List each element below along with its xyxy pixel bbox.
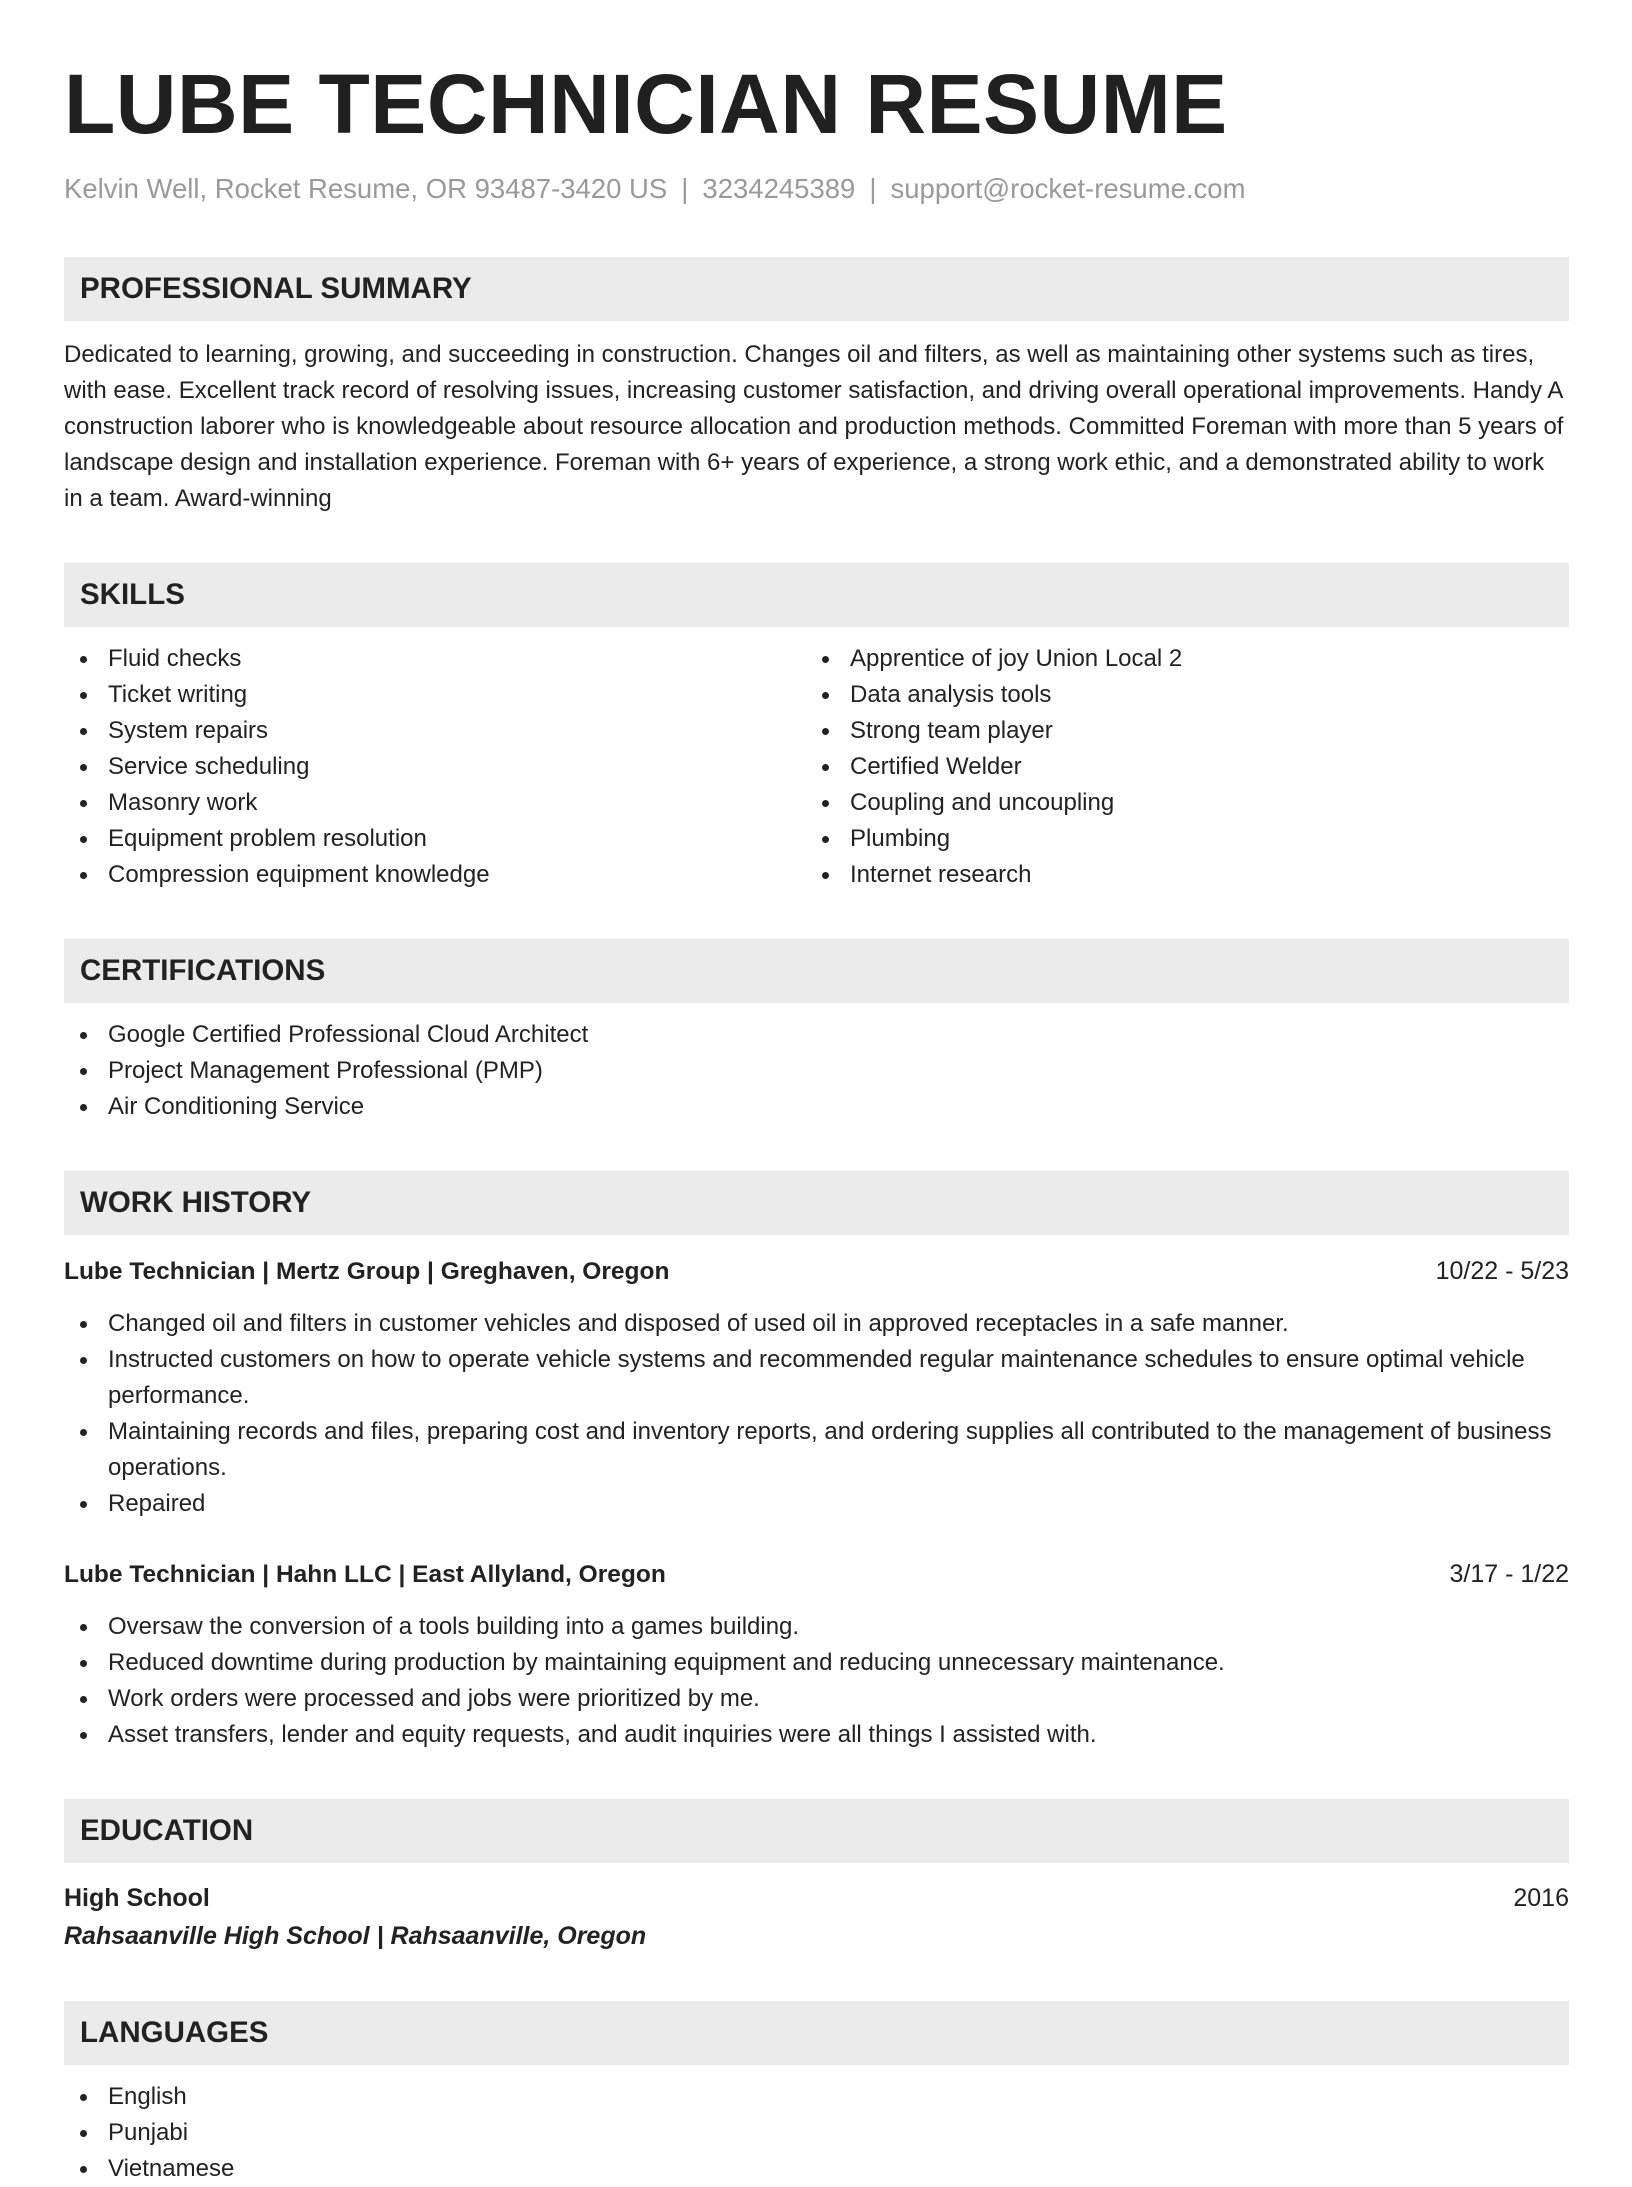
- skill-item: Coupling and uncoupling: [806, 785, 1548, 821]
- skills-section: [64, 563, 1569, 893]
- job-dates: 10/22 - 5/23: [1435, 1257, 1569, 1285]
- section-heading: CERTIFICATIONS: [64, 939, 1569, 1003]
- section-heading: WORK HISTORY: [64, 1171, 1569, 1235]
- certification-item: Project Management Professional (PMP): [64, 1053, 1569, 1089]
- section-heading: PROFESSIONAL SUMMARY: [64, 257, 1569, 321]
- job-bullet: Repaired: [64, 1486, 1569, 1522]
- languages-list: [64, 2079, 1569, 2187]
- contact-phone: 3234245389: [702, 173, 856, 204]
- languages-section: [64, 2001, 1569, 2187]
- skill-item: Certified Welder: [806, 749, 1548, 785]
- job-bullet: Changed oil and filters in customer vehicles and disposed of used oil in approved receptacles in a safe manner.: [64, 1306, 1569, 1342]
- skills-list-left: [64, 641, 806, 893]
- language-item: Punjabi: [64, 2115, 1569, 2151]
- job-bullet: Work orders were processed and jobs were prioritized by me.: [64, 1681, 1569, 1717]
- skill-item: Fluid checks: [64, 641, 806, 677]
- job-entry: [64, 1556, 1569, 1753]
- skill-item: System repairs: [64, 713, 806, 749]
- job-bullet: Asset transfers, lender and equity requests, and audit inquiries were all things I assisted with.: [64, 1717, 1569, 1753]
- contact-separator: |: [869, 173, 877, 204]
- skill-item: Equipment problem resolution: [64, 821, 806, 857]
- skill-item: Strong team player: [806, 713, 1548, 749]
- section-heading: EDUCATION: [64, 1799, 1569, 1863]
- education-header: [64, 1879, 1569, 1917]
- certification-item: Google Certified Professional Cloud Architect: [64, 1017, 1569, 1053]
- summary-text: Dedicated to learning, growing, and succeeding in construction. Changes oil and filters, as well as maintaining other systems such as tires, with ease. Excellent track record of resolving issues, increasing customer satisfaction, and driving overall operational improvements. Handy A construction laborer who is knowledgeable about resource allocation and production methods. Committed Foreman with more than 5 years of landscape design and installation experience. Foreman with 6+ years of experience, a strong work ethic, and a demonstrated ability to work in a team. Award-winning: [64, 341, 1564, 512]
- job-title: Lube Technician | Mertz Group | Greghaven, Oregon: [64, 1258, 670, 1285]
- skill-item: Masonry work: [64, 785, 806, 821]
- job-title: Lube Technician | Hahn LLC | East Allyland, Oregon: [64, 1561, 666, 1588]
- skills-list-right: [806, 641, 1548, 893]
- job-bullet: Oversaw the conversion of a tools building into a games building.: [64, 1609, 1569, 1645]
- certifications-list: [64, 1017, 1569, 1125]
- education-section: [64, 1799, 1569, 1955]
- education-year: 2016: [1513, 1884, 1569, 1912]
- skill-item: Internet research: [806, 857, 1548, 893]
- education-degree: High School: [64, 1884, 210, 1912]
- contact-email: support@rocket-resume.com: [890, 173, 1246, 204]
- language-item: Vietnamese: [64, 2151, 1569, 2187]
- contact-line: [64, 172, 1569, 205]
- job-bullet: Maintaining records and files, preparing cost and inventory reports, and ordering supplies all contributed to the management of business operations.: [64, 1414, 1569, 1486]
- job-bullet: Reduced downtime during production by maintaining equipment and reducing unnecessary maintenance.: [64, 1645, 1569, 1681]
- contact-address: Kelvin Well, Rocket Resume, OR 93487-3420 US: [64, 173, 668, 204]
- job-bullet: Instructed customers on how to operate vehicle systems and recommended regular maintenance schedules to ensure optimal vehicle performance.: [64, 1342, 1569, 1414]
- job-entry: [64, 1253, 1569, 1522]
- section-heading: SKILLS: [64, 563, 1569, 627]
- skills-grid: [64, 627, 1569, 893]
- job-dates: 3/17 - 1/22: [1449, 1560, 1569, 1588]
- skill-item: Compression equipment knowledge: [64, 857, 806, 893]
- skill-item: Service scheduling: [64, 749, 806, 785]
- skill-item: Plumbing: [806, 821, 1548, 857]
- job-bullets: [64, 1609, 1569, 1753]
- certifications-section: [64, 939, 1569, 1125]
- certification-item: Air Conditioning Service: [64, 1089, 1569, 1125]
- resume-title: LUBE TECHNICIAN RESUME: [64, 57, 1228, 151]
- contact-separator: |: [681, 173, 689, 204]
- skill-item: Data analysis tools: [806, 677, 1548, 713]
- job-header: [64, 1556, 1569, 1593]
- job-bullets: [64, 1306, 1569, 1522]
- summary-section: [64, 257, 1569, 517]
- skill-item: Ticket writing: [64, 677, 806, 713]
- skill-item: Apprentice of joy Union Local 2: [806, 641, 1548, 677]
- section-heading: LANGUAGES: [64, 2001, 1569, 2065]
- language-item: English: [64, 2079, 1569, 2115]
- education-school: Rahsaanville High School | Rahsaanville, Oregon: [64, 1922, 647, 1950]
- work-history-section: [64, 1171, 1569, 1753]
- job-header: [64, 1253, 1569, 1290]
